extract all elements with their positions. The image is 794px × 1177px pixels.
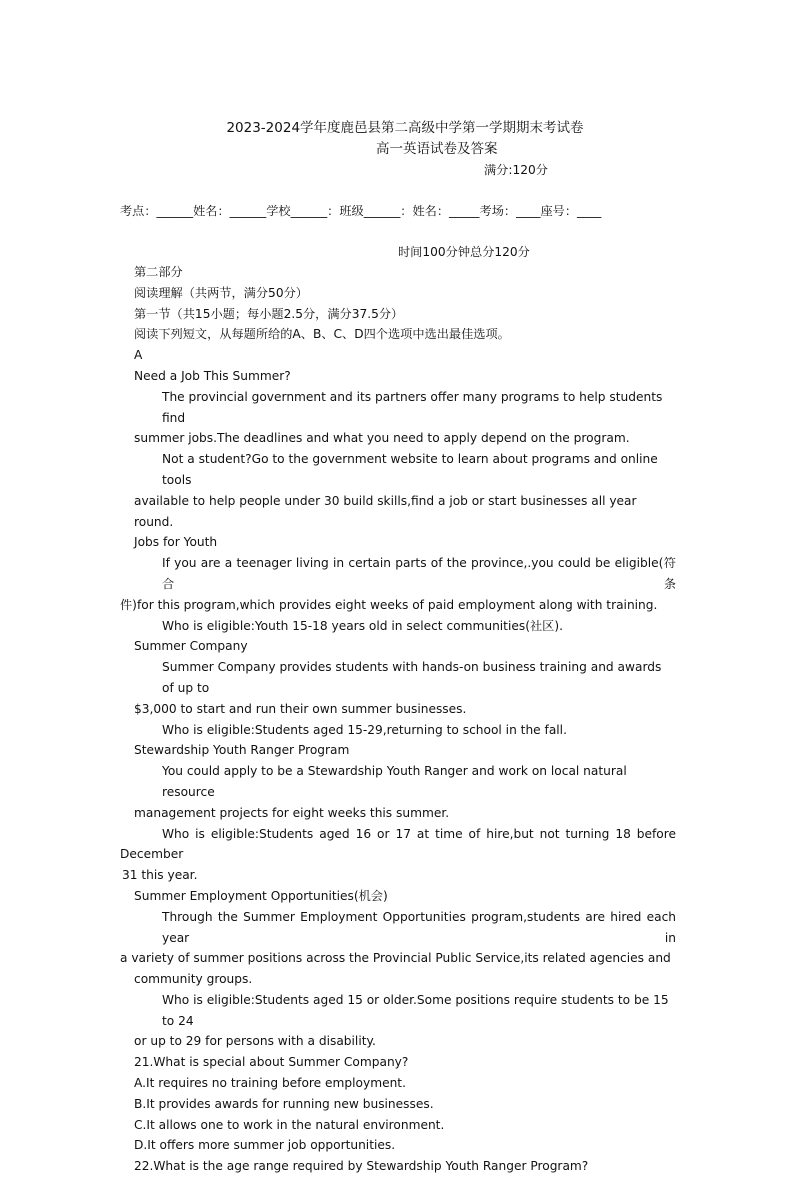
time-line: 时间100分钟总分120分 [398,245,530,259]
option-a: A.It requires no training before employment. [134,1076,406,1091]
section-heading-ranger: Stewardship Youth Ranger Program [134,743,350,758]
paragraph-line: $3,000 to start and run their own summer businesses. [134,701,467,716]
full-score: 满分:120分 [484,163,548,177]
section-heading-employment: Summer Employment Opportunities(机会) [134,888,388,903]
paragraph-line: Not a student?Go to the government website to learn about programs and online tools [162,452,658,487]
section-one: 第一节（共15小题；每小题2.5分，满分37.5分） [134,306,404,321]
option-c: C.It allows one to work in the natural environment. [134,1117,445,1132]
paragraph-line: management projects for eight weeks this summer. [134,805,450,820]
passage-label: A [134,348,143,363]
question-21: 21.What is special about Summer Company? [134,1055,409,1070]
question-22: 22.What is the age range required by Stewardship Youth Ranger Program? [134,1159,589,1174]
passage-title: Need a Job This Summer? [134,368,291,383]
part-heading: 第二部分 [134,265,183,279]
paragraph-line: a variety of summer positions across the Provincial Public Service,its related agencies and [120,951,671,966]
instruction: 阅读下列短文，从每题所给的A、B、C、D四个选项中选出最佳选项。 [134,327,510,342]
section-heading-jobs: Jobs for Youth [134,535,218,550]
eligibility-line: December [120,847,184,862]
paragraph-line: Through the Summer Employment Opportunities program,students are hired each year in [162,909,676,945]
paragraph-line: available to help people under 30 build skills,find a job or start businesses all year round. [134,493,637,529]
exam-body [120,262,676,1177]
eligibility-line: or up to 29 for persons with a disability. [134,1034,376,1049]
paragraph-line: You could apply to be a Stewardship Youth Ranger and work on local natural resource [162,764,627,799]
exam-title: 2023-2024学年度鹿邑县第二高级中学第一学期期末考试卷 [226,120,584,136]
paragraph-line: If you are a teenager living in certain parts of the province,.you could be eligible(符合条 [162,556,676,591]
paragraph-line: Summer Company provides students with hands-on business training and awards of up to [162,660,662,695]
eligibility-line: Who is eligible:Students aged 16 or 17 at time of hire,but not turning 18 before [162,826,676,841]
exam-subtitle: 高一英语试卷及答案 [376,141,498,157]
eligibility-line: 31 this year. [122,868,198,883]
candidate-info-line: 考点：______姓名：______学校______：班级______：姓名：_____考场：____座号：____ [120,204,602,218]
eligibility-line: Who is eligible:Students aged 15 or older.Some positions require students to be 15 to 24 [162,992,669,1028]
section-heading-company: Summer Company [134,639,248,654]
option-d: D.It offers more summer job opportunities. [134,1138,396,1153]
section-reading: 阅读理解（共两节，满分50分） [134,285,308,300]
paragraph-line: 件)for this program,which provides eight weeks of paid employment along with training. [120,597,658,612]
eligibility-line: Who is eligible:Students aged 15-29,returning to school in the fall. [162,722,567,737]
option-b: B.It provides awards for running new businesses. [134,1096,434,1111]
paragraph-line: community groups. [134,972,253,987]
paragraph-line: The provincial government and its partners offer many programs to help students find [162,389,663,425]
eligibility-line: Who is eligible:Youth 15-18 years old in select communities(社区). [162,618,563,633]
paragraph-line: summer jobs.The deadlines and what you need to apply depend on the program. [134,431,630,446]
